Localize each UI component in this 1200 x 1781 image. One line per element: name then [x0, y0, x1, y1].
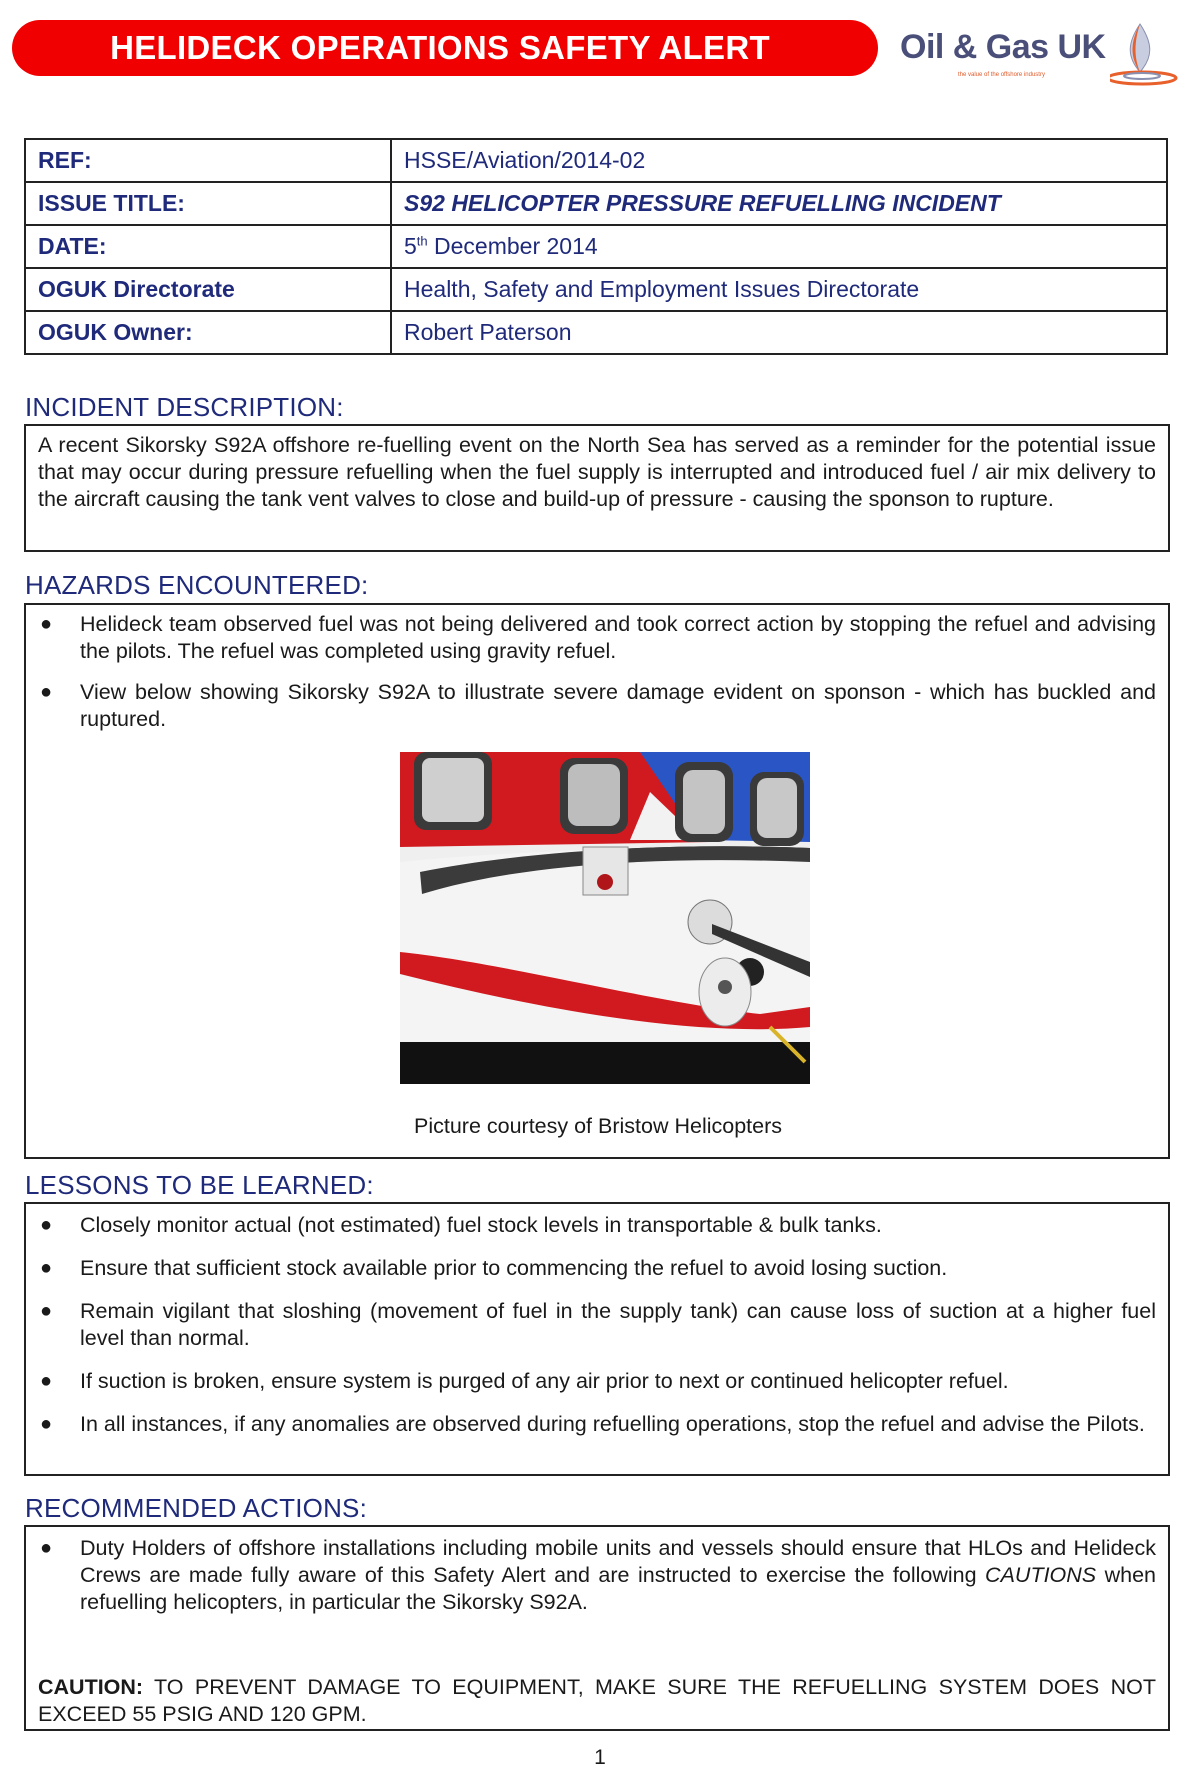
lesson-text: If suction is broken, ensure system is purged of any air prior to next or continued helicopter refuel.	[80, 1369, 1009, 1393]
flame-drop-icon	[1110, 20, 1180, 86]
list-item	[26, 1535, 1168, 1616]
table-row	[25, 268, 1167, 311]
lesson-text: Closely monitor actual (not estimated) fuel stock levels in transportable & bulk tanks.	[80, 1213, 882, 1237]
list-item	[26, 679, 1168, 733]
issue-title-value: S92 HELICOPTER PRESSURE REFUELLING INCIDENT	[391, 182, 1167, 225]
incident-description-text: A recent Sikorsky S92A offshore re-fuelling event on the North Sea has served as a reminder for the potential issue that may occur during pressure refuelling when the fuel supply is interrupted and introduced fuel / air mix delivery to the aircraft causing the tank vent valves to close and build-up of pressure - causing the sponson to rupture.	[38, 433, 1156, 511]
caution-statement	[26, 1668, 1168, 1734]
logo-tagline: the value of the offshore industry	[958, 72, 1045, 78]
lessons-list	[26, 1204, 1168, 1438]
directorate-value: Health, Safety and Employment Issues Directorate	[391, 268, 1167, 311]
actions-list	[26, 1527, 1168, 1616]
hazard-text: View below showing Sikorsky S92A to illustrate severe damage evident on sponson - which has buckled and ruptured.	[80, 680, 1156, 731]
helicopter-photo-illustration	[400, 752, 810, 1084]
lesson-text: Remain vigilant that sloshing (movement of fuel in the supply tank) can cause loss of suction at a higher fuel level than normal.	[80, 1299, 1156, 1350]
table-row	[25, 139, 1167, 182]
table-row	[25, 311, 1167, 354]
lessons-box	[24, 1202, 1170, 1476]
date-label: DATE:	[25, 225, 391, 268]
incident-description-box	[24, 424, 1170, 552]
bullet-icon: ●	[40, 1370, 53, 1392]
owner-value: Robert Paterson	[391, 311, 1167, 354]
incident-description-heading: INCIDENT DESCRIPTION:	[25, 392, 344, 422]
owner-label: OGUK Owner:	[25, 311, 391, 354]
bullet-icon: ●	[40, 1300, 53, 1322]
list-item	[26, 1411, 1168, 1438]
alert-info-table	[24, 138, 1168, 355]
recommended-actions-heading: RECOMMENDED ACTIONS:	[25, 1493, 368, 1523]
banner-title: HELIDECK OPERATIONS SAFETY ALERT	[110, 29, 770, 66]
photo-caption: Picture courtesy of Bristow Helicopters	[413, 1114, 783, 1138]
directorate-label: OGUK Directorate	[25, 268, 391, 311]
ref-label: REF:	[25, 139, 391, 182]
hazard-text: Helideck team observed fuel was not being delivered and took correct action by stopping the refuel and advising the pilots. The refuel was completed using gravity refuel.	[80, 612, 1156, 663]
issue-title-label: ISSUE TITLE:	[25, 182, 391, 225]
hazards-heading: HAZARDS ENCOUNTERED:	[25, 570, 369, 600]
bullet-icon: ●	[40, 1413, 53, 1435]
bullet-icon: ●	[40, 613, 53, 635]
ref-value: HSSE/Aviation/2014-02	[391, 139, 1167, 182]
helicopter-sponson-photo	[400, 752, 810, 1084]
date-suffix: th	[416, 233, 428, 249]
list-item	[26, 1212, 1168, 1239]
caution-label: CAUTION:	[38, 1675, 144, 1699]
caution-text: TO PREVENT DAMAGE TO EQUIPMENT, MAKE SURE THE REFUELLING SYSTEM DOES NOT EXCEED 55 PSIG AND 120 GPM.	[38, 1675, 1156, 1726]
logo-name: Oil & Gas UK	[900, 28, 1106, 66]
lessons-heading: LESSONS TO BE LEARNED:	[25, 1170, 374, 1200]
bullet-icon: ●	[40, 1214, 53, 1236]
date-day: 5	[404, 233, 417, 259]
list-item	[26, 1368, 1168, 1395]
recommended-actions-box	[24, 1525, 1170, 1731]
list-item	[26, 1298, 1168, 1352]
hazards-list	[26, 605, 1168, 733]
list-item	[26, 611, 1168, 665]
action-emphasis: CAUTIONS	[985, 1563, 1097, 1587]
bullet-icon: ●	[40, 1257, 53, 1279]
page-number: 1	[594, 1746, 606, 1769]
table-row	[25, 225, 1167, 268]
oil-gas-uk-logo	[900, 18, 1180, 88]
bullet-icon: ●	[40, 681, 53, 703]
table-row	[25, 182, 1167, 225]
action-text: Duty Holders of offshore installations including mobile units and vessels should ensure that HLOs and Helideck Crews are made fully aware of this Safety Alert and are instructed to exercise the following	[80, 1536, 1156, 1587]
date-value	[391, 225, 1167, 268]
date-rest: December 2014	[427, 233, 598, 259]
lesson-text: In all instances, if any anomalies are observed during refuelling operations, stop the refuel and advise the Pilots.	[80, 1412, 1145, 1436]
list-item	[26, 1255, 1168, 1282]
safety-alert-banner	[12, 20, 878, 76]
lesson-text: Ensure that sufficient stock available prior to commencing the refuel to avoid losing suction.	[80, 1256, 948, 1280]
action-text-end: when refuelling helicopters, in particular the Sikorsky S92A.	[80, 1563, 1157, 1614]
bullet-icon: ●	[40, 1537, 53, 1559]
